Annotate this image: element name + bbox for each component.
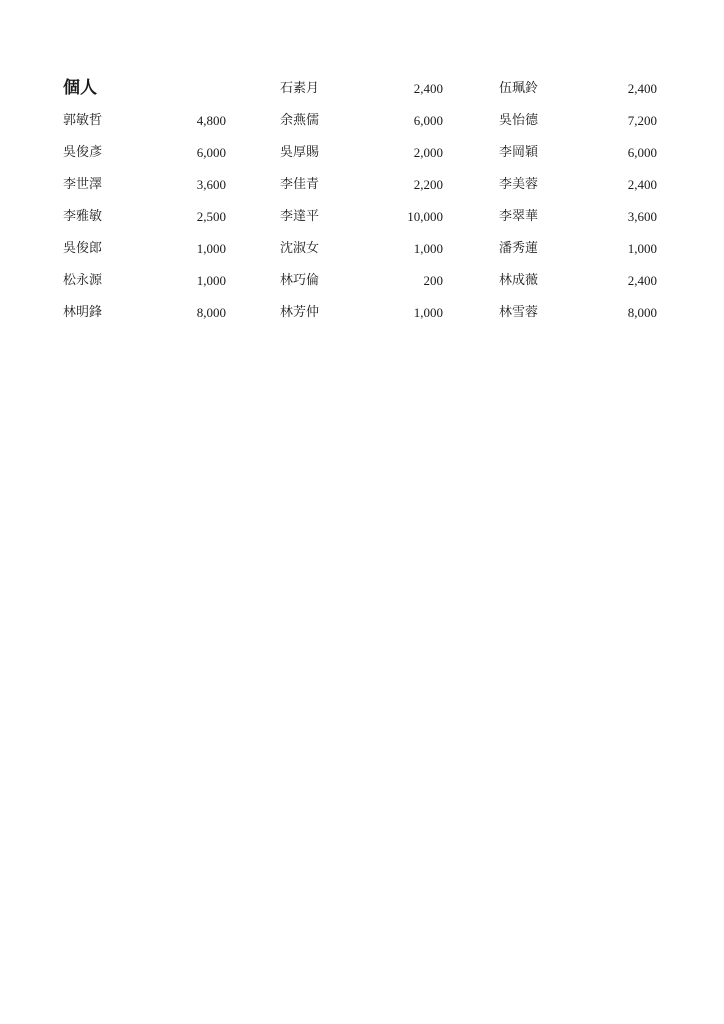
donation-amount: 2,400 (627, 273, 657, 288)
donation-amount: 6,000 (196, 145, 226, 160)
donation-amount: 2,400 (413, 81, 443, 96)
donor-name: 林成薇 (499, 273, 539, 288)
donor-name: 林芳仲 (280, 305, 320, 320)
donation-amount: 1,000 (627, 241, 657, 256)
donor-name: 吳俊郎 (63, 241, 103, 256)
table-row (0, 109, 724, 133)
donation-amount: 1,000 (413, 305, 443, 320)
donor-name: 吳怡德 (499, 113, 539, 128)
donation-amount: 6,000 (627, 145, 657, 160)
donation-amount: 6,000 (413, 113, 443, 128)
donation-amount: 2,400 (627, 81, 657, 96)
donor-name: 李雅敏 (63, 209, 103, 224)
donor-name: 李美蓉 (499, 177, 539, 192)
table-row (0, 77, 724, 101)
table-row (0, 269, 724, 293)
donor-name: 李世澤 (63, 177, 103, 192)
donation-amount: 1,000 (413, 241, 443, 256)
donor-name: 伍珮鈴 (499, 81, 539, 96)
table-row (0, 301, 724, 325)
donation-amount: 3,600 (627, 209, 657, 224)
donor-name: 林雪蓉 (499, 305, 539, 320)
donor-name: 松永源 (63, 273, 103, 288)
donation-amount: 2,400 (627, 177, 657, 192)
donor-name: 余燕儒 (280, 113, 320, 128)
table-row (0, 141, 724, 165)
donation-amount: 2,200 (413, 177, 443, 192)
donation-amount: 7,200 (627, 113, 657, 128)
donor-name: 李達平 (280, 209, 320, 224)
donor-name: 李佳青 (280, 177, 320, 192)
donor-name: 李翠華 (499, 209, 539, 224)
donation-amount: 3,600 (196, 177, 226, 192)
donor-name: 潘秀蓮 (499, 241, 539, 256)
donor-name: 林巧倫 (280, 273, 320, 288)
donation-amount: 8,000 (196, 305, 226, 320)
donor-name: 李岡穎 (499, 145, 539, 160)
donor-name: 林明鋒 (63, 305, 103, 320)
donation-amount: 200 (423, 273, 443, 288)
donation-amount: 10,000 (407, 209, 443, 224)
donor-name: 吳厚賜 (280, 145, 320, 160)
donation-amount: 2,500 (196, 209, 226, 224)
donation-amount: 2,000 (413, 145, 443, 160)
donation-amount: 8,000 (627, 305, 657, 320)
donor-name: 郭敏哲 (63, 113, 103, 128)
donation-amount: 1,000 (196, 273, 226, 288)
table-row (0, 205, 724, 229)
donor-name: 吳俊彥 (63, 145, 103, 160)
donation-amount: 4,800 (196, 113, 226, 128)
table-row (0, 173, 724, 197)
section-heading: 個人 (63, 78, 97, 98)
donation-amount: 1,000 (196, 241, 226, 256)
donor-name: 沈淑女 (280, 241, 320, 256)
table-row (0, 237, 724, 261)
donor-name: 石素月 (280, 81, 320, 96)
